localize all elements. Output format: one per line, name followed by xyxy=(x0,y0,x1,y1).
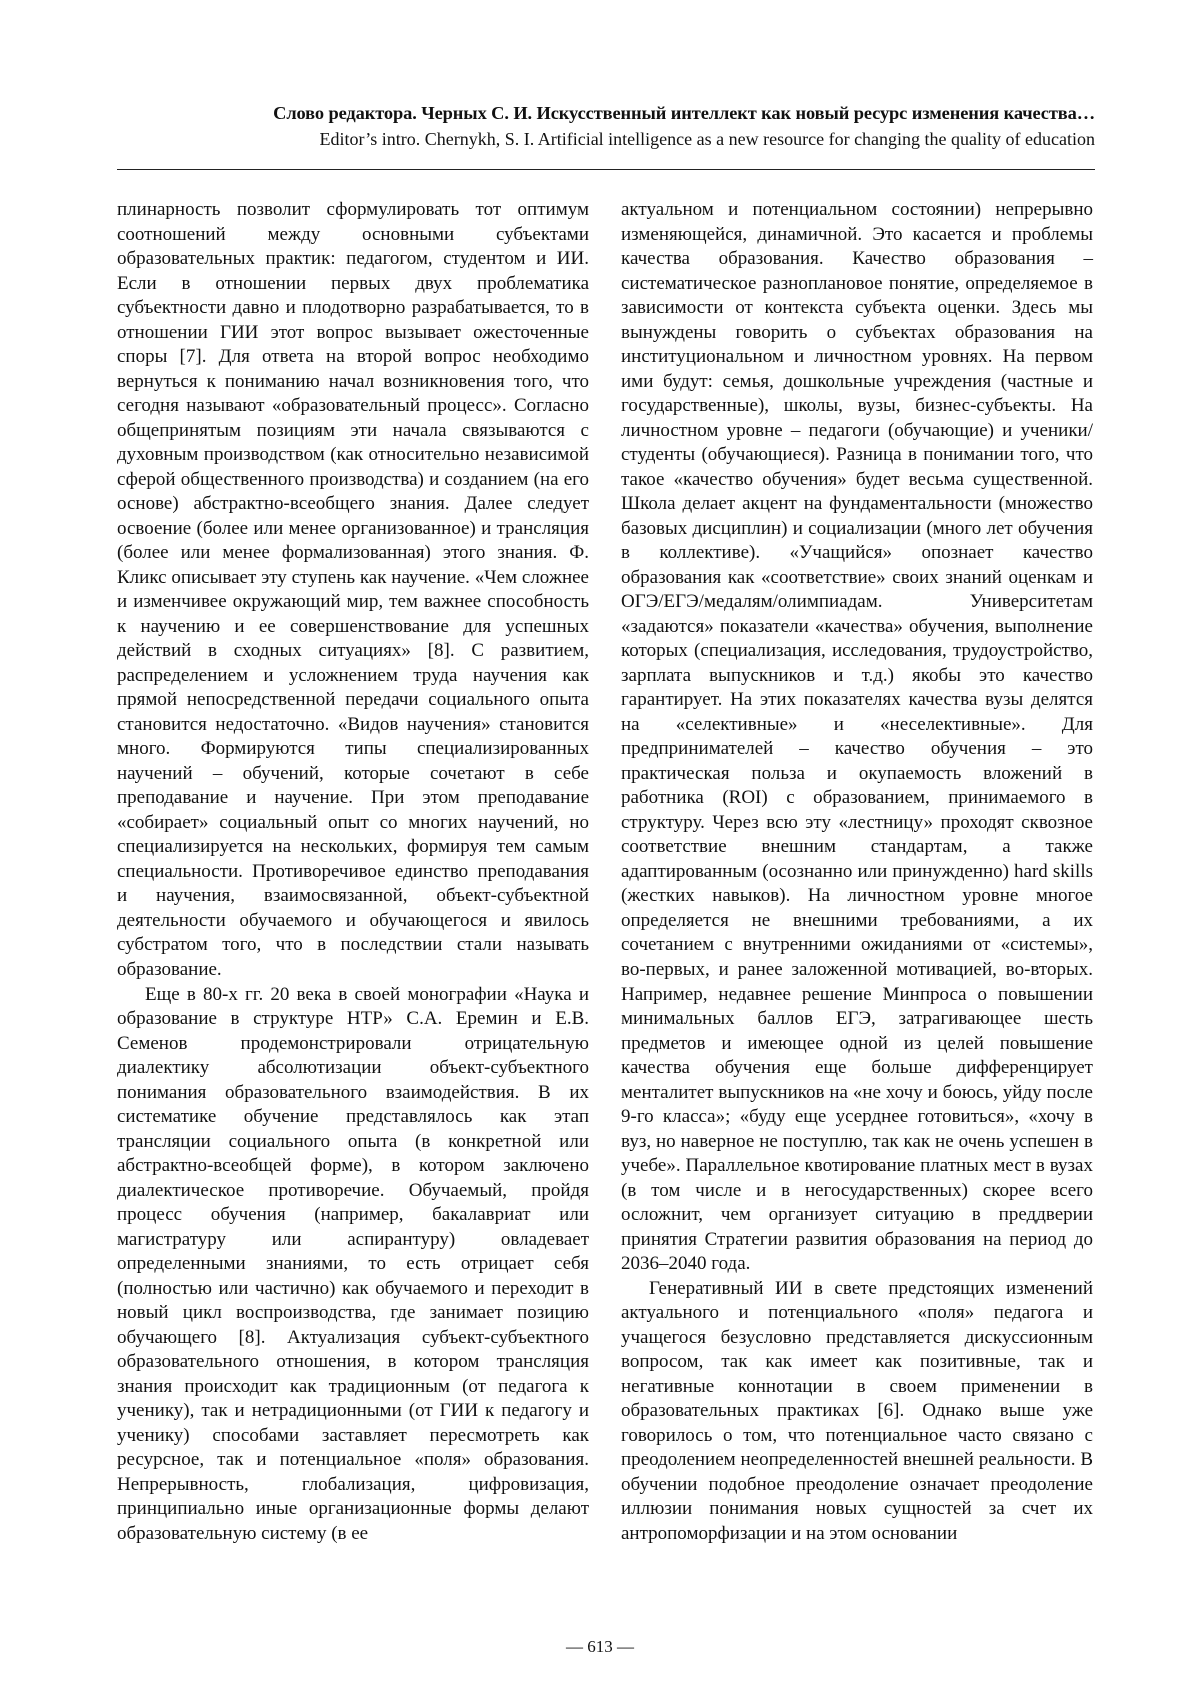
right-paragraph-2: Генеративный ИИ в свете предстоящих изменений актуального и потенциального «поля» педагога и учащегося безусловно представляется дискуссионным вопросом, так как имеет как позитивные, так и негативные коннотации в своем применении в образовательных практиках [6]. Однако выше уже говорилось о том, что потенциальное часто связано с преодолением неопределенностей внешней реальности. В обучении подобное преодоление означает преодоление иллюзии понимания новых сущностей за счет их антропоморфизации и на этом основании xyxy=(621,1277,1093,1544)
page-number: — 613 — xyxy=(566,1637,634,1656)
left-paragraph-2: Еще в 80-х гг. 20 века в своей монографии «Наука и образование в структуре НТР» С.А. Еремин и Е.В. Семенов продемонстрировали отрицательную диалектику абсолютизации объект-субъектного понимания образовательного взаимодействия. В их систематике обучение представлялось как этап трансляции социального опыта (в конкретной или абстрактно-всеобщей форме), в котором заключено диалектическое противоречие. Обучаемый, пройдя процесс обучения (например, бакалавриат или магистратуру или аспирантуру) овладевает определенными знаниями, то есть отрицает себя (полностью или частично) как обучаемого и переходит в новый цикл воспроизводства, где занимает позицию обучающего [8]. Актуализация субъект-субъектного образовательного отношения, в котором трансляция знания происходит как традиционным (от педагога к ученику), так и нетрадиционными (от ГИИ к педагогу и ученику) способами заставляет пересмотреть как ресурсное, так и потенциальное «поля» образования. Непрерывность, глобализация, цифровизация, принципиально иные организационные формы делают образовательную систему (в ее xyxy=(117,983,589,1544)
right-column xyxy=(621,198,1093,1546)
left-column xyxy=(117,198,589,1546)
right-paragraph-1: актуальном и потенциальном состоянии) непрерывно изменяющейся, динамичной. Это касается и проблемы качества образования. Качество образования – систематическое разноплановое понятие, определяемое в зависимости от контекста субъекта оценки. Здесь мы вынуждены говорить о субъектах образования на институциональном и личностном уровнях. На первом ими будут: семья, дошкольные учреждения (частные и государственные), школы, вузы, бизнес-субъекты. На личностном уровне – педагоги (обучающие) и ученики/студенты (обучающиеся). Разница в понимании того, что такое «качество обучения» будет весьма существенной. Школа делает акцент на фундаментальности (множество базовых дисциплин) и социализации (много лет обучения в коллективе). «Учащийся» опознает качество образования как «соответствие» своих знаний оценкам и ОГЭ/ЕГЭ/медалям/олимпиадам. Университетам «задаются» показатели «качества» обучения, выполнение которых (специализация, исследования, трудоустройство, зарплата выпускников и т.д.) якобы это качество гарантирует. На этих показателях качества вузы делятся на «селективные» и «неселективные». Для предпринимателей – качество обучения – это практическая польза и окупаемость вложений в работника (ROI) с образованием, принимаемого в структуру. Через всю эту «лестницу» проходят сквозное соответствие внешним стандартам, а также адаптированным (осознанно или принужденно) hard skills (жестких навыков). На личностном уровне многое определяется не внешними требованиями, а их сочетанием с внутренними ожиданиями от «системы», во-первых, и ранее заложенной мотивацией, во-вторых. Например, недавнее решение Минпроса о повышении минимальных баллов ЕГЭ, затрагивающее шесть предметов и имеющее одной из целей повышение качества обучения еще больше дифференцирует менталитет выпускников на «не хочу и боюсь, уйду после 9-го класса»; «буду еще усерднее готовиться», «хочу в вуз, но наверное не поступлю, так как не очень успешен в учебе». Параллельное квотирование платных мест в вузах (в том числе и в негосударственных) скорее всего осложнит, чем организует ситуацию в преддверии принятия Стратегии развития образования на период до 2036–2040 года. xyxy=(621,199,1093,1275)
running-head-title-en: Editor’s intro. Chernykh, S. I. Artificial intelligence as a new resource for changing the quality of education xyxy=(319,129,1095,149)
running-head-title-ru: Слово редактора. Черных С. И. Искусственный интеллект как новый ресурс изменения качества… xyxy=(273,103,1095,123)
left-paragraph-1: плинарность позволит сформулировать тот оптимум соотношений между основными субъектами образовательных практик: педагогом, студентом и ИИ. Если в отношении первых двух проблематика субъектности давно и плодотворно разрабатывается, то в отношении ГИИ этот вопрос вызывает ожесточенные споры [7]. Для ответа на второй вопрос необходимо вернуться к пониманию начал возникновения того, что сегодня называют «образовательный процесс». Согласно общепринятым позициям эти начала связываются с духовным производством (как относительно независимой сферой общественного производства) и созданием (на его основе) абстрактно-всеобщего знания. Далее следует освоение (более или менее организованное) и трансляция (более или менее формализованная) этого знания. Ф. Кликс описывает эту ступень как научение. «Чем сложнее и изменчивее окружающий мир, тем важнее способность к научению и ее совершенствование для успешных действий в сходных ситуациях» [8]. С развитием, распределением и усложнением труда научения как прямой непосредственной передачи социального опыта становится недостаточно. «Видов научения» становится много. Формируются типы специализированных научений – обучений, которые сочетают в себе преподавание и научение. При этом преподавание «собирает» социальный опыт со многих научений, но специализируется на нескольких, формируя тем самым специальности. Противоречивое единство преподавания и научения, взаимосвязанной, объект-субъектной деятельности обучаемого и обучающегося и явилось субстратом того, что в последствии стали называть образование. xyxy=(117,199,589,980)
header-rule xyxy=(117,169,1095,170)
running-head xyxy=(117,101,1095,152)
